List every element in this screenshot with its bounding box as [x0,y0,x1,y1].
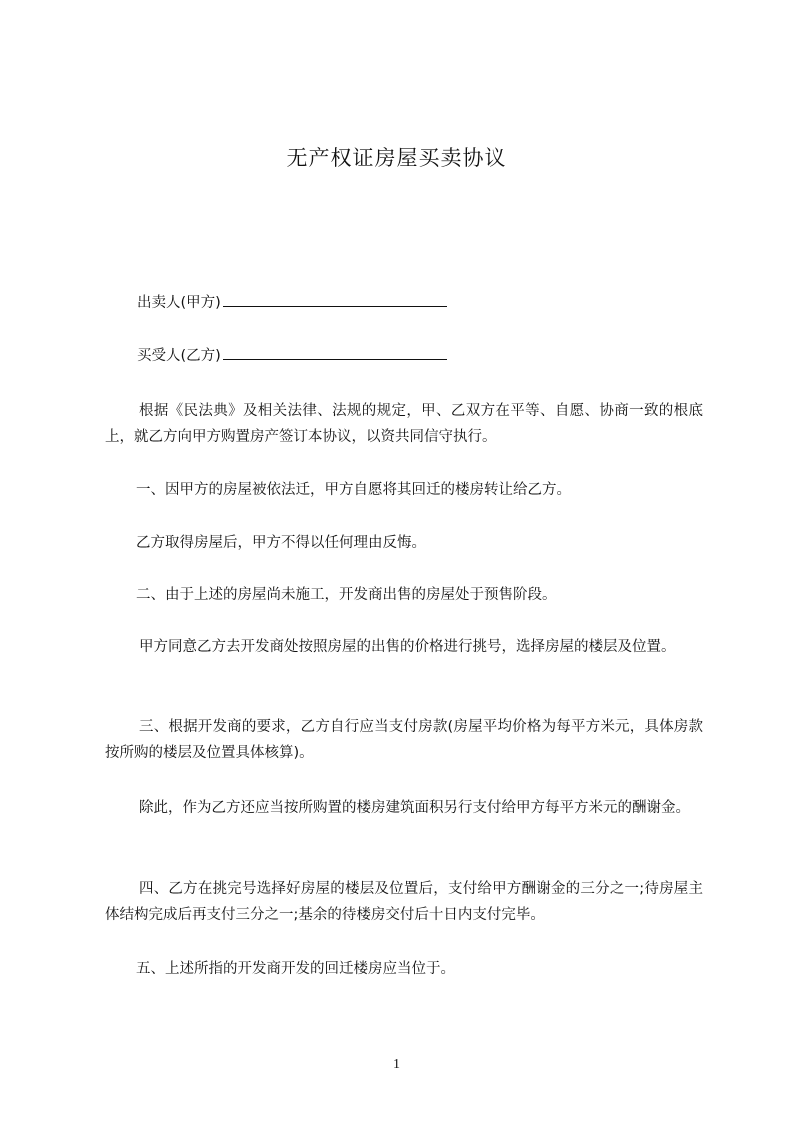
seller-line [137,290,447,314]
paragraph-preamble: 根据《民法典》及相关法律、法规的规定，甲、乙双方在平等、自愿、协商一致的根底上，就乙方向甲方购置房产签订本协议，以资共同信守执行。 [105,403,703,445]
page-number: 1 [393,1057,400,1072]
buyer-blank-field [223,343,447,360]
buyer-line [137,343,447,367]
paragraph-clause-5: 五、上述所指的开发商开发的回迁楼房应当位于。 [136,961,455,977]
seller-label: 出卖人(甲方) [137,295,221,311]
paragraph-clause-3-detail: 除此，作为乙方还应当按所购置的楼房建筑面积另行支付给甲方每平方米元的酬谢金。 [139,800,690,816]
buyer-label: 买受人(乙方) [137,348,221,364]
document-title: 无产权证房屋买卖协议 [286,146,507,170]
paragraph-clause-2: 二、由于上述的房屋尚未施工，开发商出售的房屋处于预售阶段。 [136,587,557,603]
seller-blank-field [223,290,447,307]
paragraph-clause-1-note: 乙方取得房屋后，甲方不得以任何理由反悔。 [136,535,426,551]
paragraph-clause-1: 一、因甲方的房屋被依法迁，甲方自愿将其回迁的楼房转让给乙方。 [136,482,571,498]
paragraph-clause-4: 四、乙方在挑完号选择好房屋的楼层及位置后，支付给甲方酬谢金的三分之一;待房屋主体结构完成后再支付三分之一;基余的待楼房交付后十日内支付完毕。 [105,881,703,923]
paragraph-clause-3: 三、根据开发商的要求，乙方自行应当支付房款(房屋平均价格为每平方米元，具体房款按所购的楼层及位置具体核算)。 [105,719,703,761]
paragraph-clause-2-detail: 甲方同意乙方去开发商处按照房屋的出售的价格进行挑号，选择房屋的楼层及位置。 [139,639,676,655]
